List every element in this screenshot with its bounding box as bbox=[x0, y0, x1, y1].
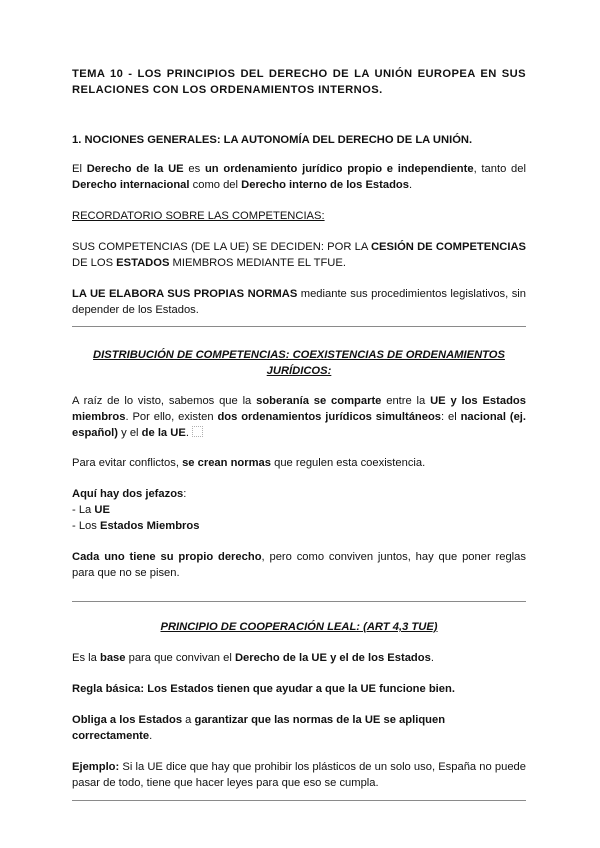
section-2-heading: DISTRIBUCIÓN DE COMPETENCIAS: COEXISTENCIAS DE ORDENAMIENTOS JURÍDICOS: bbox=[93, 349, 505, 377]
emoji-placeholder-icon bbox=[192, 426, 203, 437]
document-page bbox=[72, 66, 526, 801]
divider bbox=[72, 326, 526, 327]
bosses-list bbox=[72, 486, 526, 534]
list-item: - La UE bbox=[72, 504, 110, 516]
reminder-heading: RECORDATORIO SOBRE LAS COMPETENCIAS: bbox=[72, 210, 325, 222]
section-1-heading: 1. NOCIONES GENERALES: LA AUTONOMÍA DEL DERECHO DE LA UNIÓN. bbox=[72, 134, 473, 146]
paragraph-competences: SUS COMPETENCIAS (DE LA UE) SE DECIDEN: POR LA CESIÓN DE COMPETENCIAS DE LOS ESTADOS MIEMBROS MEDIANTE EL TFUE. bbox=[72, 241, 527, 269]
paragraph-avoid-conflicts: Para evitar conflictos, se crean normas que regulen esta coexistencia. bbox=[72, 457, 426, 469]
paragraph-autonomy: El Derecho de la UE es un ordenamiento jurídico propio e independiente, tanto del Derecho internacional como del Derecho interno de los Estados. bbox=[72, 163, 526, 191]
divider bbox=[72, 601, 526, 602]
list-item: - Los Estados Miembros bbox=[72, 520, 200, 532]
paragraph-base: Es la base para que convivan el Derecho de la UE y el de los Estados. bbox=[72, 652, 434, 664]
paragraph-shared-sovereignty: A raíz de lo visto, sabemos que la soberanía se comparte entre la UE y los Estados miembros. Por ello, existen dos ordenamientos jurídicos simultáneos: el nacional (ej. español) y el de la UE. bbox=[72, 395, 527, 439]
bosses-intro: Aquí hay dos jefazos: bbox=[72, 488, 187, 500]
paragraph-obligation: Obliga a los Estados a garantizar que las normas de la UE se apliquen correctamente. bbox=[72, 714, 446, 742]
paragraph-example: Ejemplo: Si la UE dice que hay que prohibir los plásticos de un solo uso, España no puede pasar de todo, tiene que hacer leyes para que eso se cumpla. bbox=[72, 761, 526, 789]
section-3-heading: PRINCIPIO DE COOPERACIÓN LEAL: (ART 4,3 TUE) bbox=[160, 621, 438, 633]
paragraph-basic-rule: Regla básica: Los Estados tienen que ayudar a que la UE funcione bien. bbox=[72, 683, 455, 695]
paragraph-own-norms: LA UE ELABORA SUS PROPIAS NORMAS mediante sus procedimientos legislativos, sin depender de los Estados. bbox=[72, 288, 526, 316]
paragraph-own-law: Cada uno tiene su propio derecho, pero como conviven juntos, hay que poner reglas para que no se pisen. bbox=[72, 551, 526, 579]
divider bbox=[72, 800, 526, 801]
document-title: TEMA 10 - LOS PRINCIPIOS DEL DERECHO DE LA UNIÓN EUROPEA EN SUS RELACIONES CON LOS ORDENAMIENTOS INTERNOS. bbox=[72, 68, 526, 96]
